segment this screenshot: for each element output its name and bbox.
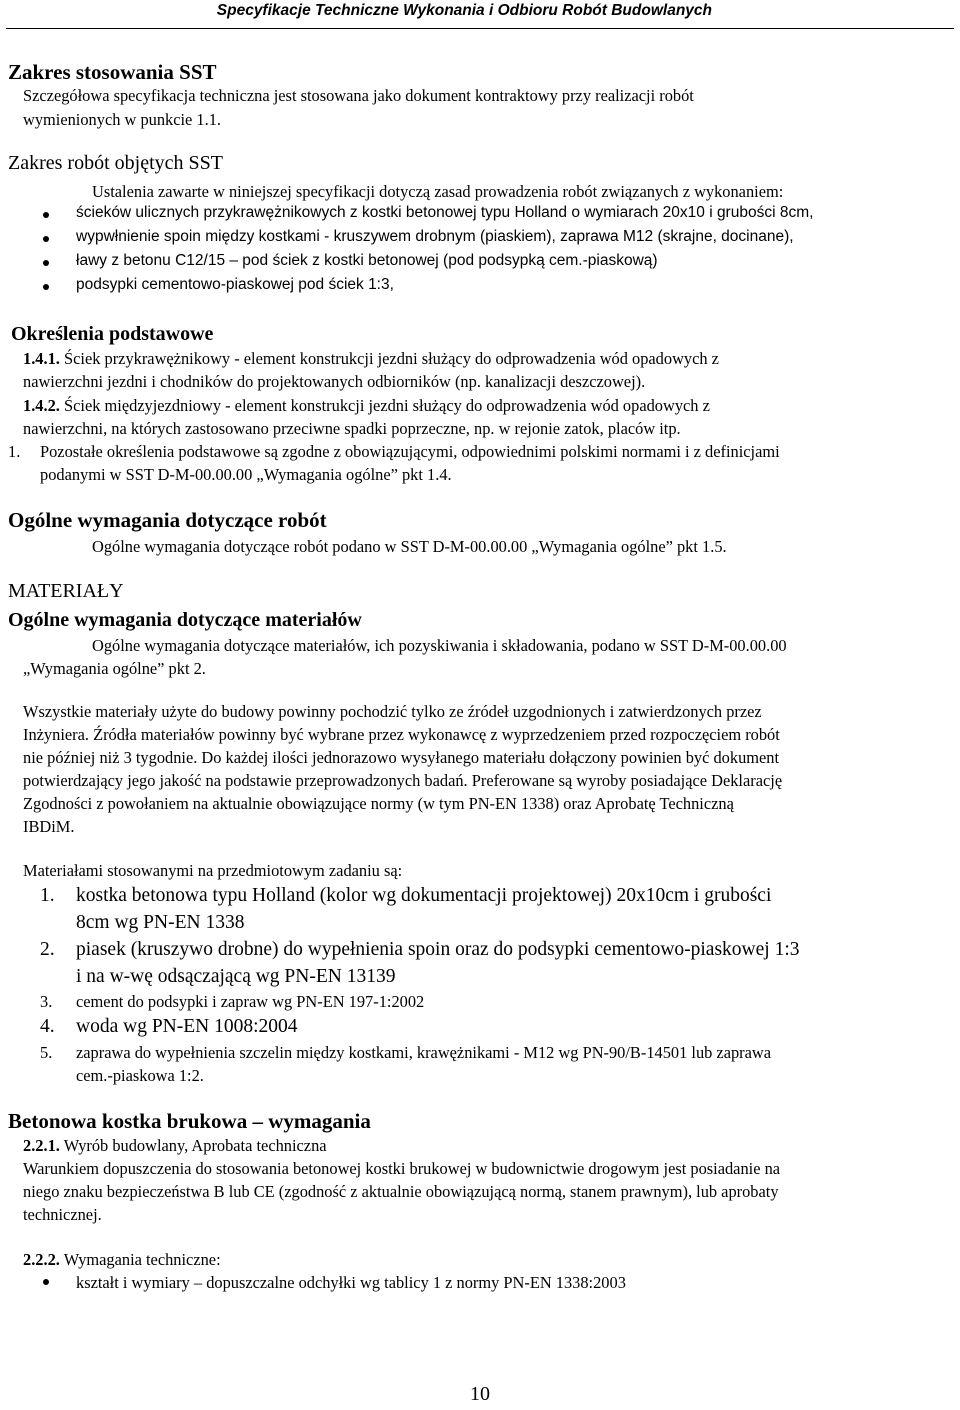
bullet-icon (43, 212, 49, 218)
materials-item-2-number: 2. (40, 939, 55, 960)
s5-line-2: „Wymagania ogólne” pkt 2. (23, 659, 206, 678)
s5-line-1: Ogólne wymagania dotyczące materiałów, ich pozyskiwania i składowania, podano w SST D-M-00.00.00 (92, 636, 787, 655)
definition-1-number: 1.4.1. (23, 349, 60, 368)
subsection-2-2-2-title: Wymagania techniczne: (63, 1250, 221, 1269)
heading-zakres-robot: Zakres robót objętych SST (8, 152, 223, 174)
materials-item-2-line-1: piasek (kruszywo drobne) do wypełnienia spoin oraz do podsypki cementowo-piaskowej 1:3 (76, 939, 800, 960)
heading-wymagania-materialow: Ogólne wymagania dotyczące materiałów (8, 609, 362, 631)
s2-intro: Ustalenia zawarte w niniejszej specyfikacji dotyczą zasad prowadzenia robót związanych z wykonaniem: (92, 182, 784, 201)
header-rule (6, 28, 954, 29)
s2-item-4: podsypki cementowo-piaskowej pod ściek 1:3, (76, 276, 394, 293)
materials-item-5-line-2: cem.-piaskowa 1:2. (76, 1066, 204, 1085)
s5-para-line-4: potwierdzający jego jakość na podstawie przeprowadzonych badań. Preferowane są wyroby posiadające Deklarację (23, 771, 783, 790)
s2-item-2: wypwłnienie spoin między kostkami - kruszywem drobnym (piaskiem), zaprawa M12 (skrajne, docinane), (76, 228, 794, 245)
materials-item-1-line-2: 8cm wg PN-EN 1338 (76, 912, 245, 933)
bullet-icon (43, 236, 49, 242)
s2-item-1: ścieków ulicznych przykrawężnikowych z kostki betonowej typu Holland o wymiarach 20x10 i grubości 8cm, (76, 204, 814, 221)
definition-1-text: Ściek przykrawężnikowy - element konstrukcji jezdni służący do odprowadzenia wód opadowych z (64, 349, 719, 368)
s1-line-2: wymienionych w punkcie 1.1. (23, 110, 222, 129)
subsection-2-2-1 (23, 1134, 960, 1158)
heading-zakres-stosowania: Zakres stosowania SST (8, 60, 217, 84)
definition-2-text: Ściek międzyjezdniowy - element konstrukcji jezdni służący do odprowadzenia wód opadowych z (64, 396, 710, 415)
materials-item-5-number: 5. (40, 1043, 53, 1062)
s5-para-line-2: Inżyniera. Źródła materiałów powinny być wybrane przez wykonawcę z wyprzedzeniem przed rozpoczęciem robót (23, 725, 780, 744)
s5-para-line-6: IBDiM. (23, 817, 75, 836)
bullet-icon (43, 284, 49, 290)
materials-item-3-line-1: cement do podsypki i zapraw wg PN-EN 197-1:2002 (76, 992, 425, 1011)
s5-para-line-3: nie później niż 3 tygodnie. Do każdej ilości jednorazowo wysyłanego materiału dołączony powinien być dokument (23, 748, 780, 767)
materials-item-4-line-1: woda wg PN-EN 1008:2004 (76, 1016, 298, 1037)
subsection-2-2-1-number: 2.2.1. (23, 1136, 60, 1155)
materials-item-4-number: 4. (40, 1016, 55, 1037)
materials-item-1-line-1: kostka betonowa typu Holland (kolor wg dokumentacji projektowej) 20x10cm i grubości (76, 885, 772, 906)
definition-1-line-1 (23, 347, 960, 371)
definition-2-number: 1.4.2. (23, 396, 60, 415)
materials-item-2-line-2: i na w-wę odsączającą wg PN-EN 13139 (76, 966, 396, 987)
heading-okreslenia: Określenia podstawowe (11, 323, 214, 345)
materials-item-3-number: 3. (40, 992, 53, 1011)
s6-para-line-3: technicznej. (23, 1205, 102, 1224)
heading-betonowa-kostka: Betonowa kostka brukowa – wymagania (8, 1109, 371, 1133)
s5-para-line-5: Zgodności z powołaniem na aktualnie obowiązujące normy (w tym PN-EN 1338) oraz Aprobatę Techniczną (23, 794, 734, 813)
materials-item-1-number: 1. (40, 885, 55, 906)
s4-text: Ogólne wymagania dotyczące robót podano w SST D-M-00.00.00 „Wymagania ogólne” pkt 1.5. (92, 537, 727, 556)
subsection-2-2-2-number: 2.2.2. (23, 1250, 60, 1269)
materials-item-5-line-1: zaprawa do wypełnienia szczelin między kostkami, krawężnikami - M12 wg PN-90/B-14501 lub zaprawa (76, 1043, 772, 1062)
s5-para-line-1: Wszystkie materiały użyte do budowy powinny pochodzić tylko ze źródeł uzgodnionych i zatwierdzonych przez (23, 702, 762, 721)
definition-3-number: 1. (8, 442, 21, 461)
definition-2-line-2: nawierzchni, na których zastosowano przeciwne spadki poprzeczne, np. w rejonie zatok, placów itp. (23, 419, 681, 438)
subsection-2-2-1-title-2: Aprobata techniczna (191, 1136, 327, 1155)
materials-list-intro: Materiałami stosowanymi na przedmiotowym zadaniu są: (23, 861, 403, 880)
page-number: 10 (470, 1383, 490, 1405)
bullet-icon (43, 1279, 49, 1285)
bullet-icon (43, 260, 49, 266)
definition-1-line-2: nawierzchni jezdni i chodników do projektowanych odbiorników (np. kanalizacji deszczowej). (23, 372, 646, 391)
definition-2-line-1 (23, 394, 960, 418)
s6-para-line-2: niego znaku bezpieczeństwa B lub CE (zgodność z aktualnie obowiązującą normą, stanem prawnym), lub aprobaty (23, 1182, 779, 1201)
subsection-2-2-1-title: Wyrób budowlany, (63, 1136, 189, 1155)
definition-3-line-2: podanymi w SST D-M-00.00.00 „Wymagania ogólne” pkt 1.4. (40, 465, 452, 484)
s2-item-3: ławy z betonu C12/15 – pod ściek z kostki betonowej (pod podsypką cem.-piaskową) (76, 252, 658, 269)
s6-bullet-item: kształt i wymiary – dopuszczalne odchyłki wg tablicy 1 z normy PN-EN 1338:2003 (76, 1273, 626, 1292)
s1-line-1: Szczegółowa specyfikacja techniczna jest stosowana jako dokument kontraktowy przy realizacji robót (23, 86, 694, 105)
subsection-2-2-2 (23, 1248, 960, 1272)
running-header: Specyfikacje Techniczne Wykonania i Odbioru Robót Budowlanych (216, 2, 712, 19)
heading-wymagania-robot: Ogólne wymagania dotyczące robót (8, 508, 327, 532)
s6-para-line-1: Warunkiem dopuszczenia do stosowania betonowej kostki brukowej w budownictwie drogowym jest posiadanie na (23, 1159, 781, 1178)
definition-3-line-1: Pozostałe określenia podstawowe są zgodne z obowiązującymi, odpowiednimi polskimi normami i z definicjami (40, 442, 780, 461)
heading-materialy: MATERIAŁY (8, 580, 124, 602)
